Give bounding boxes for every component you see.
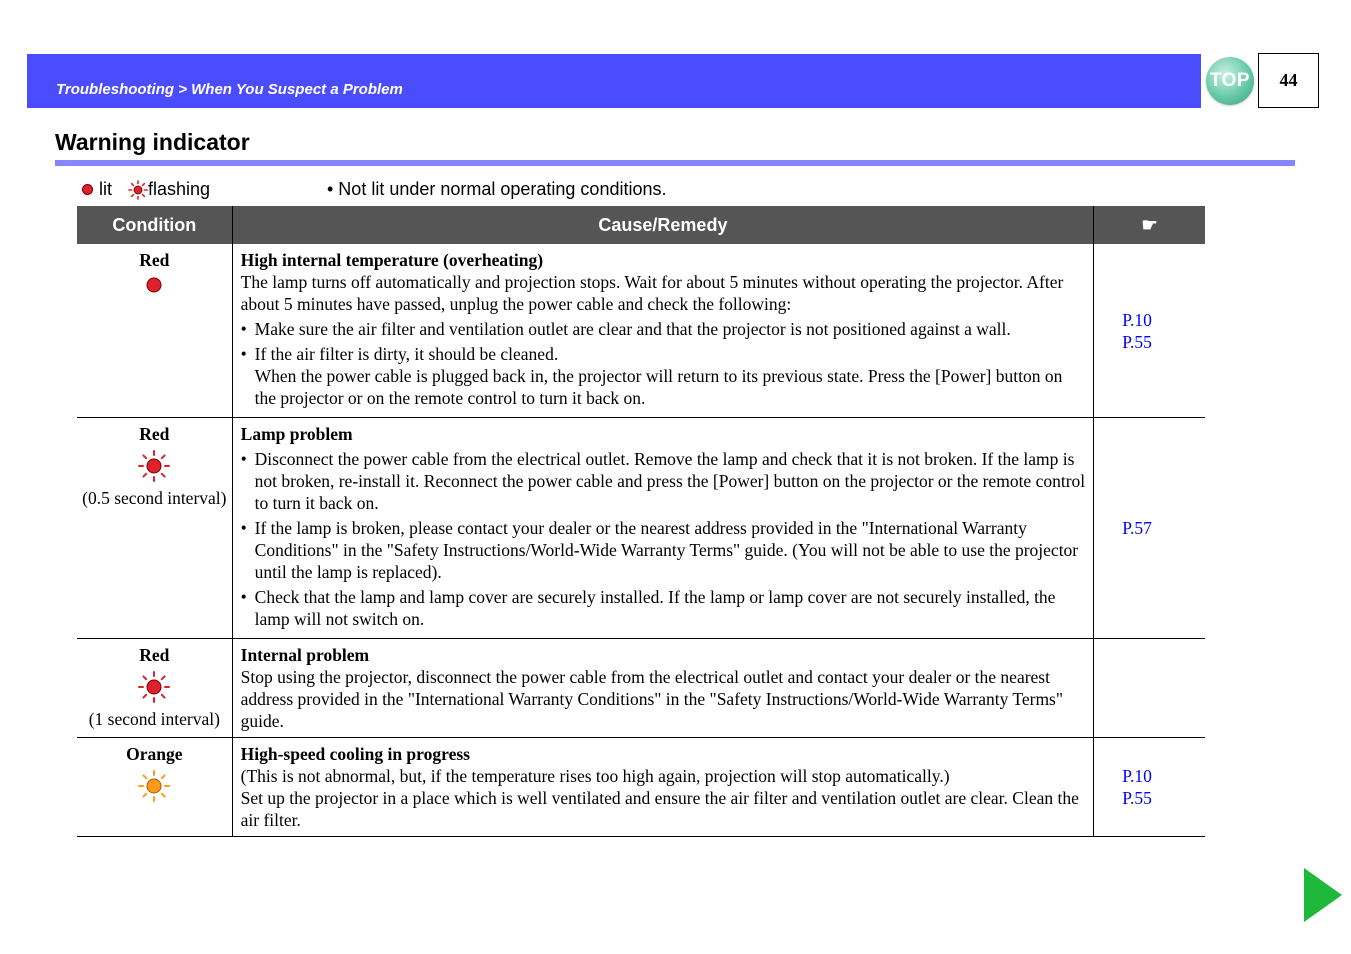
remedy-item: • Check that the lamp and lamp cover are securely installed. If the lamp or lamp cover are not securely installed, the lamp will not switch on. xyxy=(241,586,1086,630)
cause-title: Internal problem xyxy=(240,645,370,665)
flashing-indicator-icon xyxy=(128,180,148,200)
cause-title: High internal temperature (overheating) xyxy=(240,250,544,270)
table-row xyxy=(77,244,1205,418)
header-condition: Condition xyxy=(77,206,232,244)
reference-cell xyxy=(1094,639,1205,738)
legend-note: • Not lit under normal operating conditions. xyxy=(327,179,667,199)
flashing-orange-icon xyxy=(137,769,171,803)
condition-cell xyxy=(77,738,232,837)
next-page-arrow-icon[interactable] xyxy=(1303,867,1343,923)
table-row xyxy=(77,639,1205,738)
condition-cell xyxy=(77,639,232,738)
page-number: 44 xyxy=(1258,53,1319,108)
warning-indicator-table xyxy=(77,206,1205,837)
page-title: Warning indicator xyxy=(55,129,250,155)
lit-red-icon xyxy=(144,275,164,295)
condition-interval: (1 second interval) xyxy=(88,709,220,729)
legend-flashing-label: flashing xyxy=(148,179,211,199)
remedy-item: • Make sure the air filter and ventilation outlet are clear and that the projector is not positioned against a wall. xyxy=(241,318,1086,340)
condition-color: Red xyxy=(139,645,170,665)
remedy-list xyxy=(241,448,1086,630)
condition-cell xyxy=(77,418,232,639)
remedy-item: • If the lamp is broken, please contact your dealer or the nearest address provided in the "International Warranty Conditions" in the "Safety Instructions/World-Wide Warranty Terms" guide. (You will not be able to use the projector until the lamp is replaced). xyxy=(241,517,1086,583)
remedy-item: • If the air filter is dirty, it should be cleaned. When the power cable is plugged back in, the projector will return to its previous state. Press the [Power] button on the projector or on the remote control to turn it back on. xyxy=(241,343,1086,409)
cause-text: Stop using the projector, disconnect the power cable from the electrical outlet and contact your dealer or the nearest address provided in the "International Warranty Conditions" in the "Safety Instructions/World-Wide Warranty Terms" guide. xyxy=(240,667,1064,731)
cause-remedy-cell xyxy=(232,639,1094,738)
cause-remedy-cell xyxy=(232,418,1094,639)
page-reference-link[interactable]: P.10 xyxy=(1122,766,1152,786)
header-reference-hand-icon: ☛ xyxy=(1094,206,1205,244)
reference-cell xyxy=(1094,418,1205,639)
remedy-item: • Disconnect the power cable from the electrical outlet. Remove the lamp and check that it is not broken. If the lamp is not broken, re-install it. Reconnect the power cable and press the [Power] button on the projector or the remote control to turn it back on. xyxy=(241,448,1086,514)
cause-title: High-speed cooling in progress xyxy=(240,744,470,764)
page-reference-link[interactable]: P.55 xyxy=(1122,788,1152,808)
condition-interval: (0.5 second interval) xyxy=(82,488,227,508)
condition-color: Red xyxy=(139,424,170,444)
indicator-legend xyxy=(82,179,210,200)
header-cause-remedy: Cause/Remedy xyxy=(232,206,1094,244)
table-row xyxy=(77,418,1205,639)
condition-color: Red xyxy=(139,250,170,270)
reference-cell xyxy=(1094,738,1205,837)
remedy-list xyxy=(241,318,1086,409)
cause-text: (This is not abnormal, but, if the temperature rises too high again, projection will stop automatically.) Set up the projector in a place which is well ventilated and ensure the air filter and ventilation outlet are clear. Clean the air filter. xyxy=(240,766,1079,830)
breadcrumb[interactable]: Troubleshooting > When You Suspect a Problem xyxy=(56,81,403,98)
flashing-red-icon xyxy=(137,670,171,704)
header-bar xyxy=(27,54,1201,108)
page-reference-link[interactable]: P.55 xyxy=(1122,331,1152,352)
legend-lit-label: lit xyxy=(99,179,112,199)
title-rule xyxy=(55,160,1295,166)
cause-remedy-cell xyxy=(232,738,1094,837)
lit-indicator-icon xyxy=(82,184,93,195)
flashing-red-icon xyxy=(137,449,171,483)
page-reference-link[interactable]: P.57 xyxy=(1122,518,1152,538)
cause-remedy-cell xyxy=(232,244,1094,418)
reference-cell xyxy=(1094,244,1205,418)
condition-color: Orange xyxy=(126,744,183,764)
condition-cell xyxy=(77,244,232,418)
top-button[interactable]: TOP xyxy=(1206,57,1254,105)
table-row xyxy=(77,738,1205,837)
page-reference-link[interactable]: P.10 xyxy=(1122,309,1152,330)
cause-text: The lamp turns off automatically and projection stops. Wait for about 5 minutes without operating the projector. After about 5 minutes have passed, unplug the power cable and check the following: xyxy=(240,272,1064,314)
cause-title: Lamp problem xyxy=(240,424,353,444)
